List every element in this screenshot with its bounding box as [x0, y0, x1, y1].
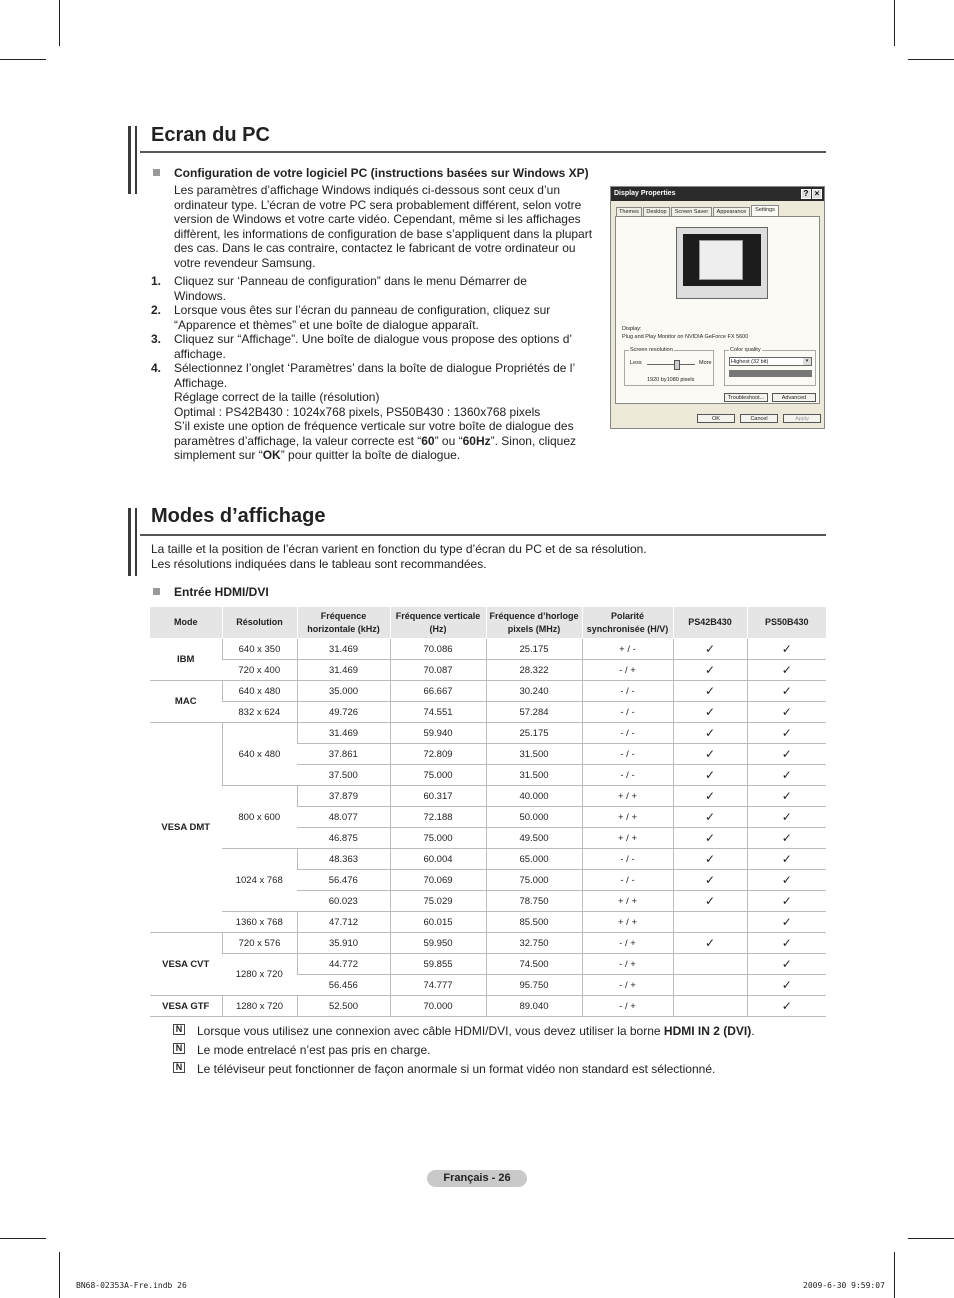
checkmark-icon: ✓ — [704, 684, 716, 698]
header-pixel-clock: Fréquence d’horloge pixels (MHz) — [486, 607, 582, 639]
ps42b430-support-cell — [673, 681, 747, 702]
tab-themes[interactable]: Themes — [616, 207, 642, 216]
color-quality-select[interactable]: Highest (32 bit) ▾ — [729, 357, 812, 366]
table-row — [150, 954, 826, 975]
checkmark-icon: ✓ — [781, 663, 792, 677]
checkmark-icon: ✓ — [704, 663, 716, 677]
ps50b430-support-cell — [747, 639, 826, 660]
pixel-clock-cell: 32.750 — [486, 933, 582, 954]
section-marker — [135, 508, 137, 576]
pixel-clock-cell: 50.000 — [486, 807, 582, 828]
page-number-badge: Français - 26 — [427, 1170, 527, 1187]
color-quality-group: Color quality Highest (32 bit) ▾ — [724, 350, 816, 386]
ps50b430-support-cell — [747, 660, 826, 681]
vfreq-cell: 59.950 — [390, 933, 486, 954]
checkmark-icon: ✓ — [781, 768, 792, 782]
steps-list — [151, 274, 581, 463]
checkmark-icon: ✓ — [704, 936, 716, 950]
table-row — [150, 660, 826, 681]
step-item: 4. Sélectionnez l’onglet ‘Paramètres’ dans la boîte de dialogue Propriétés de l’ Affichage. Réglage correct de la taille (résolution) Optimal : PS42B430 : 1024x768 pixels, PS50B430 : 1360x768 pixels S’il existe une option de fréquence verticale sur votre boîte de dialogue des paramètres d’affichage, la valeur correcte est “60” ou “60Hz”. Sinon, cliquez simplement sur “OK” pour quitter la boîte de dialogue. — [151, 361, 577, 462]
pixel-clock-cell: 78.750 — [486, 891, 582, 912]
hfreq-cell: 37.500 — [297, 765, 390, 786]
header-ps42b430: PS42B430 — [673, 607, 747, 639]
display-modes-table — [150, 607, 826, 1017]
hfreq-cell: 48.077 — [297, 807, 390, 828]
checkmark-icon: ✓ — [704, 789, 716, 803]
polarity-cell: - / + — [582, 660, 673, 681]
footer-datetime: 2009-6-30 9:59:07 — [803, 1281, 885, 1290]
checkmark-icon: ✓ — [704, 852, 716, 866]
note-icon: N — [173, 1043, 185, 1054]
resolution-cell: 1280 x 720 — [222, 996, 297, 1017]
section-title-modes: Modes d’affichage — [151, 505, 326, 527]
bullet-square — [153, 169, 160, 176]
apply-button[interactable]: Apply — [783, 414, 821, 423]
checkmark-icon: ✓ — [704, 831, 716, 845]
ps42b430-support-cell — [673, 723, 747, 744]
resolution-cell: 1360 x 768 — [222, 912, 297, 933]
ps42b430-support-cell — [673, 996, 747, 1017]
checkmark-icon: ✓ — [781, 873, 792, 887]
crop-mark — [59, 0, 60, 46]
troubleshoot-button[interactable]: Troubleshoot... — [724, 393, 768, 402]
modes-intro: La taille et la position de l’écran varient en fonction du type d’écran du PC et de sa résolution. Les résolutions indiquées dans le tableau sont recommandées. — [151, 542, 647, 571]
checkmark-icon: ✓ — [781, 978, 792, 992]
polarity-cell: + / - — [582, 639, 673, 660]
vfreq-cell: 75.000 — [390, 828, 486, 849]
vfreq-cell: 75.029 — [390, 891, 486, 912]
subheading-windows-xp: Configuration de votre logiciel PC (instructions basées sur Windows XP) — [174, 166, 589, 180]
ps42b430-support-cell — [673, 660, 747, 681]
ps42b430-support-cell — [673, 933, 747, 954]
cancel-button[interactable]: Cancel — [740, 414, 778, 423]
polarity-cell: - / - — [582, 702, 673, 723]
note-icon: N — [173, 1062, 185, 1073]
vfreq-cell: 72.188 — [390, 807, 486, 828]
ps42b430-support-cell — [673, 744, 747, 765]
ps42b430-support-cell — [673, 639, 747, 660]
resolution-cell: 832 x 624 — [222, 702, 297, 723]
ps42b430-support-cell — [673, 702, 747, 723]
section-marker — [135, 126, 137, 194]
pixel-clock-cell: 89.040 — [486, 996, 582, 1017]
pixel-clock-cell: 28.322 — [486, 660, 582, 681]
step-item: 2. Lorsque vous êtes sur l’écran du panneau de configuration, cliquez sur “Apparence et thèmes” et une boîte de dialogue apparaît. — [151, 303, 551, 332]
checkmark-icon: ✓ — [781, 684, 792, 698]
pixel-clock-cell: 30.240 — [486, 681, 582, 702]
ps50b430-support-cell — [747, 702, 826, 723]
checkmark-icon: ✓ — [781, 810, 792, 824]
hfreq-cell: 37.861 — [297, 744, 390, 765]
ps50b430-support-cell — [747, 723, 826, 744]
crop-mark — [894, 1252, 895, 1298]
ok-button[interactable]: OK — [697, 414, 735, 423]
pixel-clock-cell: 75.000 — [486, 870, 582, 891]
table-row — [150, 786, 826, 807]
section-title-pc: Ecran du PC — [151, 124, 270, 146]
ps42b430-support-cell — [673, 912, 747, 933]
checkmark-icon: ✓ — [781, 642, 792, 656]
table-row — [150, 702, 826, 723]
display-label: Display: — [622, 326, 642, 332]
vfreq-cell: 59.940 — [390, 723, 486, 744]
table-header-row — [150, 607, 826, 639]
table-row — [150, 849, 826, 870]
ps42b430-support-cell — [673, 786, 747, 807]
crop-mark — [0, 59, 46, 60]
pixel-clock-cell: 65.000 — [486, 849, 582, 870]
checkmark-icon: ✓ — [704, 810, 716, 824]
ps50b430-support-cell — [747, 828, 826, 849]
crop-mark — [908, 1238, 954, 1239]
vfreq-cell: 70.069 — [390, 870, 486, 891]
tab-screen-saver[interactable]: Screen Saver — [671, 207, 712, 216]
hfreq-cell: 35.000 — [297, 681, 390, 702]
checkmark-icon: ✓ — [704, 873, 716, 887]
header-hfreq: Fréquence horizontale (kHz) — [297, 607, 390, 639]
hfreq-cell: 31.469 — [297, 723, 390, 744]
section-marker — [128, 508, 131, 576]
header-vfreq: Fréquence verticale (Hz) — [390, 607, 486, 639]
hfreq-cell: 47.712 — [297, 912, 390, 933]
hfreq-cell: 44.772 — [297, 954, 390, 975]
header-mode: Mode — [150, 607, 222, 639]
resolution-cell: 720 x 400 — [222, 660, 297, 681]
polarity-cell: + / + — [582, 828, 673, 849]
resolution-cell: 640 x 480 — [222, 681, 297, 702]
polarity-cell: - / + — [582, 933, 673, 954]
resolution-cell: 800 x 600 — [222, 786, 297, 849]
polarity-cell: + / + — [582, 891, 673, 912]
advanced-button[interactable]: Advanced — [772, 393, 816, 402]
header-ps50b430: PS50B430 — [747, 607, 826, 639]
table-row — [150, 933, 826, 954]
ps50b430-support-cell — [747, 891, 826, 912]
hfreq-cell: 46.875 — [297, 828, 390, 849]
table-row — [150, 639, 826, 660]
mode-cell: VESA CVT — [150, 933, 222, 996]
mode-cell: VESA GTF — [150, 996, 222, 1017]
note-icon: N — [173, 1024, 185, 1035]
vfreq-cell: 70.087 — [390, 660, 486, 681]
resolution-slider-thumb[interactable] — [674, 360, 680, 370]
checkmark-icon: ✓ — [781, 999, 792, 1013]
mode-cell: MAC — [150, 681, 222, 723]
pixel-clock-cell: 31.500 — [486, 765, 582, 786]
hfreq-cell: 37.879 — [297, 786, 390, 807]
ps50b430-support-cell — [747, 786, 826, 807]
ps50b430-support-cell — [747, 849, 826, 870]
bullet-square — [153, 588, 160, 595]
checkmark-icon: ✓ — [781, 747, 792, 761]
checkmark-icon: ✓ — [704, 726, 716, 740]
dialog-title: Display Properties — [614, 190, 676, 197]
polarity-cell: + / + — [582, 786, 673, 807]
vfreq-cell: 70.086 — [390, 639, 486, 660]
tab-desktop[interactable]: Desktop — [643, 207, 670, 216]
section-rule — [140, 151, 826, 153]
settings-panel — [615, 216, 820, 404]
vfreq-cell: 75.000 — [390, 765, 486, 786]
vfreq-cell: 60.015 — [390, 912, 486, 933]
pixel-clock-cell: 95.750 — [486, 975, 582, 996]
ps42b430-support-cell — [673, 954, 747, 975]
ps50b430-support-cell — [747, 807, 826, 828]
checkmark-icon: ✓ — [704, 705, 716, 719]
ps50b430-support-cell — [747, 870, 826, 891]
tab-settings[interactable]: Settings — [751, 205, 779, 216]
pixel-clock-cell: 40.000 — [486, 786, 582, 807]
pixel-clock-cell: 57.284 — [486, 702, 582, 723]
monitor-preview — [676, 227, 768, 299]
checkmark-icon: ✓ — [704, 642, 716, 656]
pixel-clock-cell: 74.500 — [486, 954, 582, 975]
vfreq-cell: 72.809 — [390, 744, 486, 765]
help-icon[interactable]: ? — [801, 189, 811, 199]
section-rule — [140, 534, 826, 536]
color-bar — [729, 370, 812, 377]
crop-mark — [0, 1238, 46, 1239]
step-item: 3. Cliquez sur “Affichage”. Une boîte de dialogue vous propose des options d’ affichage. — [151, 332, 573, 361]
subheading-hdmi-dvi: Entrée HDMI/DVI — [174, 585, 269, 599]
ps50b430-support-cell — [747, 744, 826, 765]
checkmark-icon: ✓ — [781, 915, 792, 929]
table-row — [150, 681, 826, 702]
ps42b430-support-cell — [673, 975, 747, 996]
resolution-cell: 640 x 350 — [222, 639, 297, 660]
hfreq-cell: 56.476 — [297, 870, 390, 891]
ps50b430-support-cell — [747, 933, 826, 954]
screen-resolution-group: Screen resolution Less More 1920 by1080 pixels — [624, 350, 714, 386]
checkmark-icon: ✓ — [781, 705, 792, 719]
polarity-cell: - / - — [582, 723, 673, 744]
hfreq-cell: 48.363 — [297, 849, 390, 870]
polarity-cell: - / - — [582, 744, 673, 765]
checkmark-icon: ✓ — [704, 768, 716, 782]
pixel-clock-cell: 85.500 — [486, 912, 582, 933]
hfreq-cell: 60.023 — [297, 891, 390, 912]
section-marker — [128, 126, 131, 194]
monitor-screen — [683, 234, 761, 286]
pixel-clock-cell: 25.175 — [486, 639, 582, 660]
checkmark-icon: ✓ — [781, 894, 792, 908]
table-body — [150, 639, 826, 1017]
pixel-clock-cell: 49.500 — [486, 828, 582, 849]
polarity-cell: - / - — [582, 870, 673, 891]
vfreq-cell: 74.777 — [390, 975, 486, 996]
resolution-cell: 640 x 480 — [222, 723, 297, 786]
ps42b430-support-cell — [673, 849, 747, 870]
crop-mark — [894, 0, 895, 46]
hfreq-cell: 35.910 — [297, 933, 390, 954]
table-row — [150, 723, 826, 744]
checkmark-icon: ✓ — [781, 831, 792, 845]
footer-file: BN68-02353A-Fre.indb 26 — [76, 1281, 187, 1290]
display-value: Plug and Play Monitor on NVIDIA GeForce FX 5600 — [622, 334, 749, 340]
ps50b430-support-cell — [747, 765, 826, 786]
polarity-cell: - / + — [582, 975, 673, 996]
ps42b430-support-cell — [673, 891, 747, 912]
table-row — [150, 996, 826, 1017]
ps42b430-support-cell — [673, 870, 747, 891]
vfreq-cell: 74.551 — [390, 702, 486, 723]
resolution-slider[interactable] — [647, 364, 695, 365]
checkmark-icon: ✓ — [781, 957, 792, 971]
chevron-down-icon: ▾ — [803, 358, 811, 365]
hfreq-cell: 31.469 — [297, 660, 390, 681]
ps42b430-support-cell — [673, 765, 747, 786]
mode-cell: VESA DMT — [150, 723, 222, 933]
polarity-cell: - / + — [582, 996, 673, 1017]
ps50b430-support-cell — [747, 681, 826, 702]
crop-mark — [908, 59, 954, 60]
resolution-cell: 1280 x 720 — [222, 954, 297, 996]
checkmark-icon: ✓ — [704, 747, 716, 761]
checkmark-icon: ✓ — [781, 936, 792, 950]
mode-cell: IBM — [150, 639, 222, 681]
checkmark-icon: ✓ — [781, 852, 792, 866]
ps42b430-support-cell — [673, 807, 747, 828]
pixel-clock-cell: 25.175 — [486, 723, 582, 744]
polarity-cell: - / - — [582, 765, 673, 786]
header-polarity: Polarité synchronisée (H/V) — [582, 607, 673, 639]
hfreq-cell: 52.500 — [297, 996, 390, 1017]
resolution-cell: 1024 x 768 — [222, 849, 297, 912]
hfreq-cell: 56.456 — [297, 975, 390, 996]
polarity-cell: + / + — [582, 807, 673, 828]
header-resolution: Résolution — [222, 607, 297, 639]
ps42b430-support-cell — [673, 828, 747, 849]
vfreq-cell: 60.317 — [390, 786, 486, 807]
polarity-cell: - / - — [582, 681, 673, 702]
checkmark-icon: ✓ — [781, 789, 792, 803]
display-properties-dialog — [610, 186, 825, 429]
polarity-cell: - / + — [582, 954, 673, 975]
vfreq-cell: 60.004 — [390, 849, 486, 870]
polarity-cell: + / + — [582, 912, 673, 933]
dialog-title-bar — [611, 187, 824, 201]
intro-paragraph: Les paramètres d’affichage Windows indiqués ci-dessous sont ceux d’un ordinateur type. L’écran de votre PC sera probablement différent, selon votre version de Windows et votre carte vidéo. Cependant, même si les affichages diffèrent, les informations de configuration de base s’appliquent dans la plupart des cas. Dans le cas contraire, contactez le fabricant de votre ordinateur ou votre revendeur Samsung. — [174, 183, 593, 270]
table-row — [150, 912, 826, 933]
pixel-clock-cell: 31.500 — [486, 744, 582, 765]
checkmark-icon: ✓ — [781, 726, 792, 740]
ps50b430-support-cell — [747, 954, 826, 975]
checkmark-icon: ✓ — [704, 894, 716, 908]
vfreq-cell: 59.855 — [390, 954, 486, 975]
step-item: 1. Cliquez sur ‘Panneau de configuration” dans le menu Démarrer de Windows. — [151, 274, 527, 303]
vfreq-cell: 66.667 — [390, 681, 486, 702]
preview-window — [699, 240, 743, 280]
ps50b430-support-cell — [747, 975, 826, 996]
hfreq-cell: 49.726 — [297, 702, 390, 723]
ps50b430-support-cell — [747, 912, 826, 933]
tab-appearance[interactable]: Appearance — [713, 207, 750, 216]
crop-mark — [59, 1252, 60, 1298]
polarity-cell: - / - — [582, 849, 673, 870]
ps50b430-support-cell — [747, 996, 826, 1017]
hfreq-cell: 31.469 — [297, 639, 390, 660]
vfreq-cell: 70.000 — [390, 996, 486, 1017]
close-icon[interactable]: × — [812, 189, 822, 199]
resolution-cell: 720 x 576 — [222, 933, 297, 954]
